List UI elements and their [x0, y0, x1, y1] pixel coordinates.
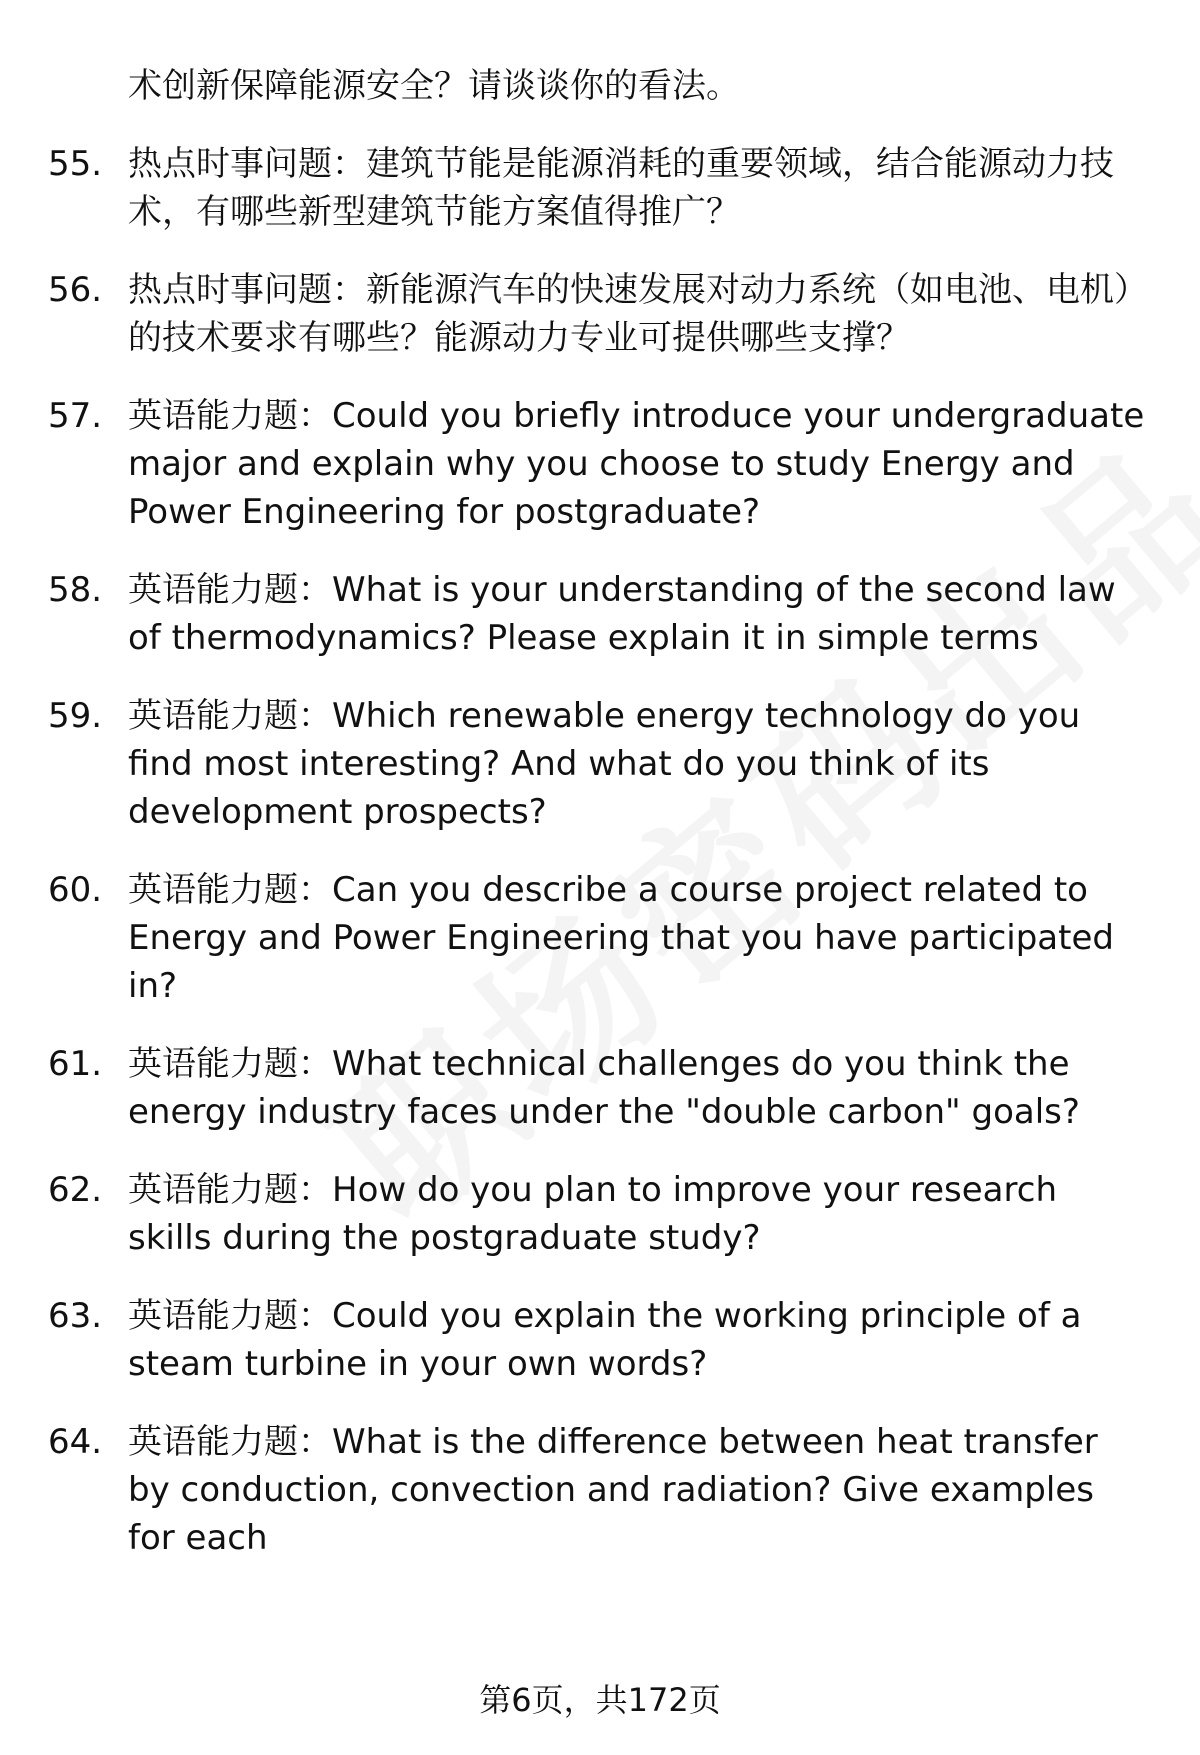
question-text: What technical challenges do you think the energy industry faces under the "double carbon" goals?	[128, 1044, 1080, 1132]
question-number: 59.	[48, 696, 103, 736]
question-body	[128, 692, 1148, 836]
question-text: What is the difference between heat transfer by conduction, convection and radiation? Give examples for each	[128, 1422, 1098, 1558]
question-category: 热点时事问题：	[128, 270, 366, 310]
question-number: 55.	[48, 144, 103, 184]
question-body	[128, 866, 1148, 1010]
question-number: 64.	[48, 1422, 103, 1462]
question-category: 英语能力题：	[128, 696, 332, 736]
question-item	[48, 392, 1148, 536]
question-text: Which renewable energy technology do you find most interesting? And what do you think of its development prospects?	[128, 696, 1081, 832]
question-item	[48, 866, 1148, 1010]
question-item	[48, 1292, 1148, 1388]
question-body	[128, 1418, 1148, 1562]
continuation-text: 术创新保障能源安全？请谈谈你的看法。	[128, 66, 740, 106]
question-number: 62.	[48, 1170, 103, 1210]
question-text: Can you describe a course project related to Energy and Power Engineering that you have participated in?	[128, 870, 1114, 1006]
question-item	[48, 566, 1148, 662]
question-body	[128, 1040, 1148, 1136]
question-item	[48, 266, 1148, 362]
question-number: 57.	[48, 396, 103, 436]
question-text: 建筑节能是能源消耗的重要领域，结合能源动力技术，有哪些新型建筑节能方案值得推广？	[128, 144, 1114, 232]
question-number: 58.	[48, 570, 103, 610]
question-category: 英语能力题：	[128, 1044, 332, 1084]
question-number: 60.	[48, 870, 103, 910]
question-item	[48, 1418, 1148, 1562]
question-number: 61.	[48, 1044, 103, 1084]
question-number: 63.	[48, 1296, 103, 1336]
question-item	[48, 140, 1148, 236]
question-category: 英语能力题：	[128, 396, 332, 436]
question-category: 热点时事问题：	[128, 144, 366, 184]
question-category: 英语能力题：	[128, 570, 332, 610]
question-body	[128, 266, 1148, 362]
question-item	[48, 692, 1148, 836]
question-body	[128, 1292, 1148, 1388]
question-body	[128, 392, 1148, 536]
question-text: Could you briefly introduce your undergraduate major and explain why you choose to study Energy and Power Engineering for postgraduate?	[128, 396, 1145, 532]
question-category: 英语能力题：	[128, 1170, 332, 1210]
question-body	[128, 566, 1148, 662]
question-text: What is your understanding of the second law of thermodynamics? Please explain it in simple terms	[128, 570, 1116, 658]
question-number: 56.	[48, 270, 103, 310]
question-category: 英语能力题：	[128, 1296, 332, 1336]
question-body	[128, 1166, 1148, 1262]
page-footer: 第6页，共172页	[479, 1681, 721, 1719]
question-item	[48, 1166, 1148, 1262]
question-list	[48, 62, 1148, 1592]
question-body	[128, 140, 1148, 236]
question-text: How do you plan to improve your research skills during the postgraduate study?	[128, 1170, 1057, 1258]
question-category: 英语能力题：	[128, 870, 332, 910]
question-text: 新能源汽车的快速发展对动力系统（如电池、电机）的技术要求有哪些？能源动力专业可提供哪些支撑？	[128, 270, 1148, 358]
question-category: 英语能力题：	[128, 1422, 332, 1462]
question-text: Could you explain the working principle of a steam turbine in your own words?	[128, 1296, 1082, 1384]
question-item	[48, 1040, 1148, 1136]
